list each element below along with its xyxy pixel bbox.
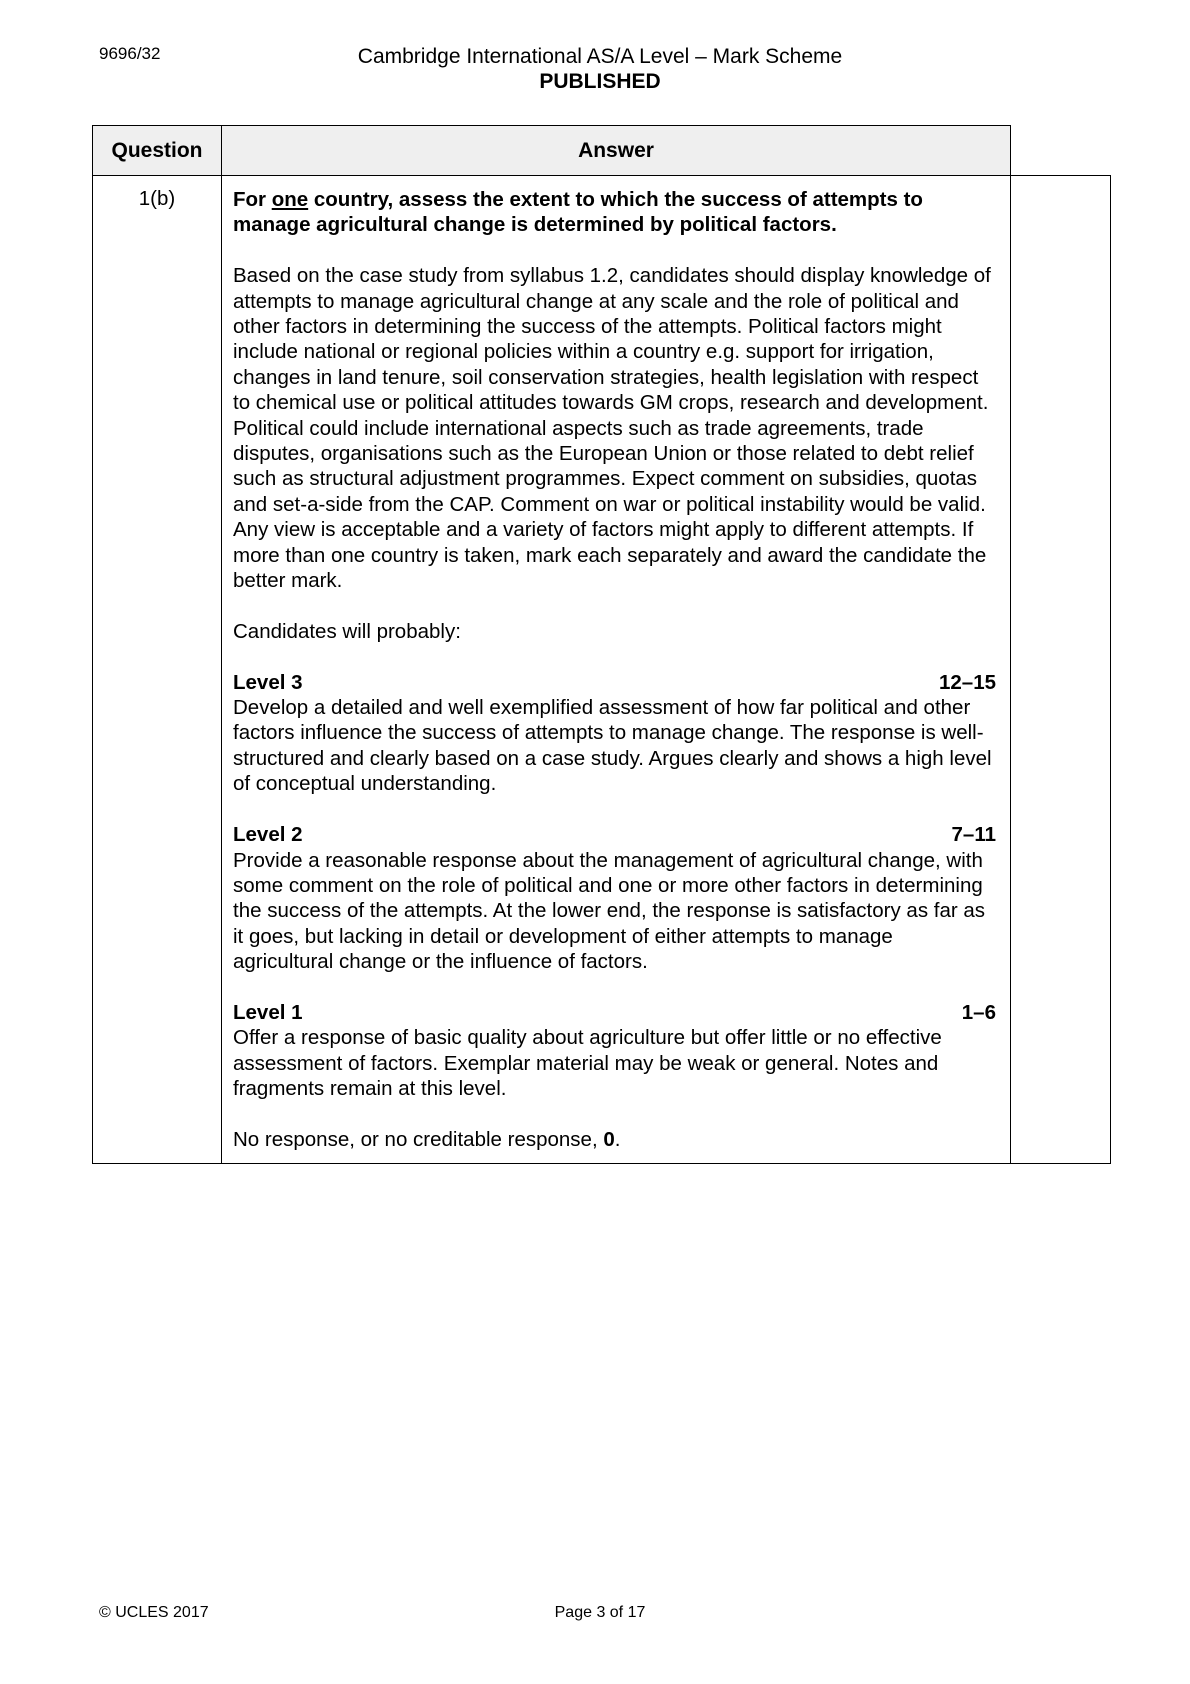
level-2-description: Provide a reasonable response about the management of agricultural change, with some comment on the role of political and one or more other factors in determining the success of the attempts. At the lower end, the response is satisfactory as far as it goes, but lacking in detail or development of either attempts to manage agricultural change or the influence of factors. <box>233 848 986 974</box>
no-response-mark: 0 <box>603 1127 615 1151</box>
level-2-label: Level 2 <box>233 823 303 847</box>
question-number: 1(b) <box>93 176 222 1164</box>
document-header <box>300 44 900 94</box>
level-3-block <box>233 670 996 797</box>
level-3-marks: 12–15 <box>938 670 996 694</box>
footer-copyright: © UCLES 2017 <box>99 1604 209 1621</box>
level-1-marks: 1–6 <box>961 1000 996 1024</box>
answer-cell <box>222 176 1011 1164</box>
document-status: PUBLISHED <box>539 70 661 93</box>
prompt-start: For <box>233 188 272 211</box>
level-3-heading <box>233 670 996 695</box>
document-title: Cambridge International AS/A Level – Mark Scheme <box>357 45 843 68</box>
column-header-answer: Answer <box>222 126 1011 176</box>
level-1-block <box>233 1000 996 1102</box>
column-header-question: Question <box>93 126 222 176</box>
level-1-heading <box>233 1000 996 1025</box>
table-row <box>93 176 1111 1164</box>
mark-scheme-table <box>92 125 1111 1164</box>
level-1-label: Level 1 <box>233 1000 303 1024</box>
level-3-description: Develop a detailed and well exemplified assessment of how far political and other factors influence the success of attempts to manage change. The response is well-structured and clearly based on a case study. Argues clearly and shows a high level of conceptual understanding. <box>233 696 992 796</box>
no-response-text: No response, or no creditable response, <box>233 1127 604 1151</box>
level-3-label: Level 3 <box>233 670 303 694</box>
level-2-marks: 7–11 <box>951 823 996 847</box>
level-1-description: Offer a response of basic quality about agriculture but offer little or no effective assessment of factors. Exemplar material may be weak or general. Notes and fragments remain at this level. <box>233 1026 942 1101</box>
table-header-row <box>93 126 1111 176</box>
footer-page-number: Page 3 of 17 <box>554 1604 646 1621</box>
prompt-end: country, assess the extent to which the success of attempts to manage agricultural change is determined by political factors. <box>233 188 923 237</box>
document-code: 9696/32 <box>99 44 161 63</box>
level-2-heading <box>233 822 996 847</box>
question-prompt <box>233 187 996 238</box>
prompt-underlined-word: one <box>271 188 309 211</box>
level-2-block <box>233 822 996 974</box>
column-header-marks <box>1011 126 1111 176</box>
no-response-end: . <box>614 1127 621 1151</box>
marks-cell <box>1011 176 1111 1164</box>
no-response-note <box>233 1127 996 1152</box>
candidates-intro: Candidates will probably: <box>233 619 461 643</box>
marking-guidance: Based on the case study from syllabus 1.2, candidates should display knowledge of attempts to manage agricultural change at any scale and the role of political and other factors in determining the success of the attempts. Political factors might include national or regional policies within a country e.g. support for irrigation, changes in land tenure, soil conservation strategies, health legislation with respect to chemical use or political attitudes towards GM crops, research and development. Political could include international aspects such as trade agreements, trade disputes, organisations such as the European Union or those related to debt relief such as structural adjustment programmes. Expect comment on subsidies, quotas and set-a-side from the CAP. Comment on war or political instability would be valid. Any view is acceptable and a variety of factors might apply to different attempts. If more than one country is taken, mark each separately and award the candidate the better mark. <box>233 264 991 593</box>
